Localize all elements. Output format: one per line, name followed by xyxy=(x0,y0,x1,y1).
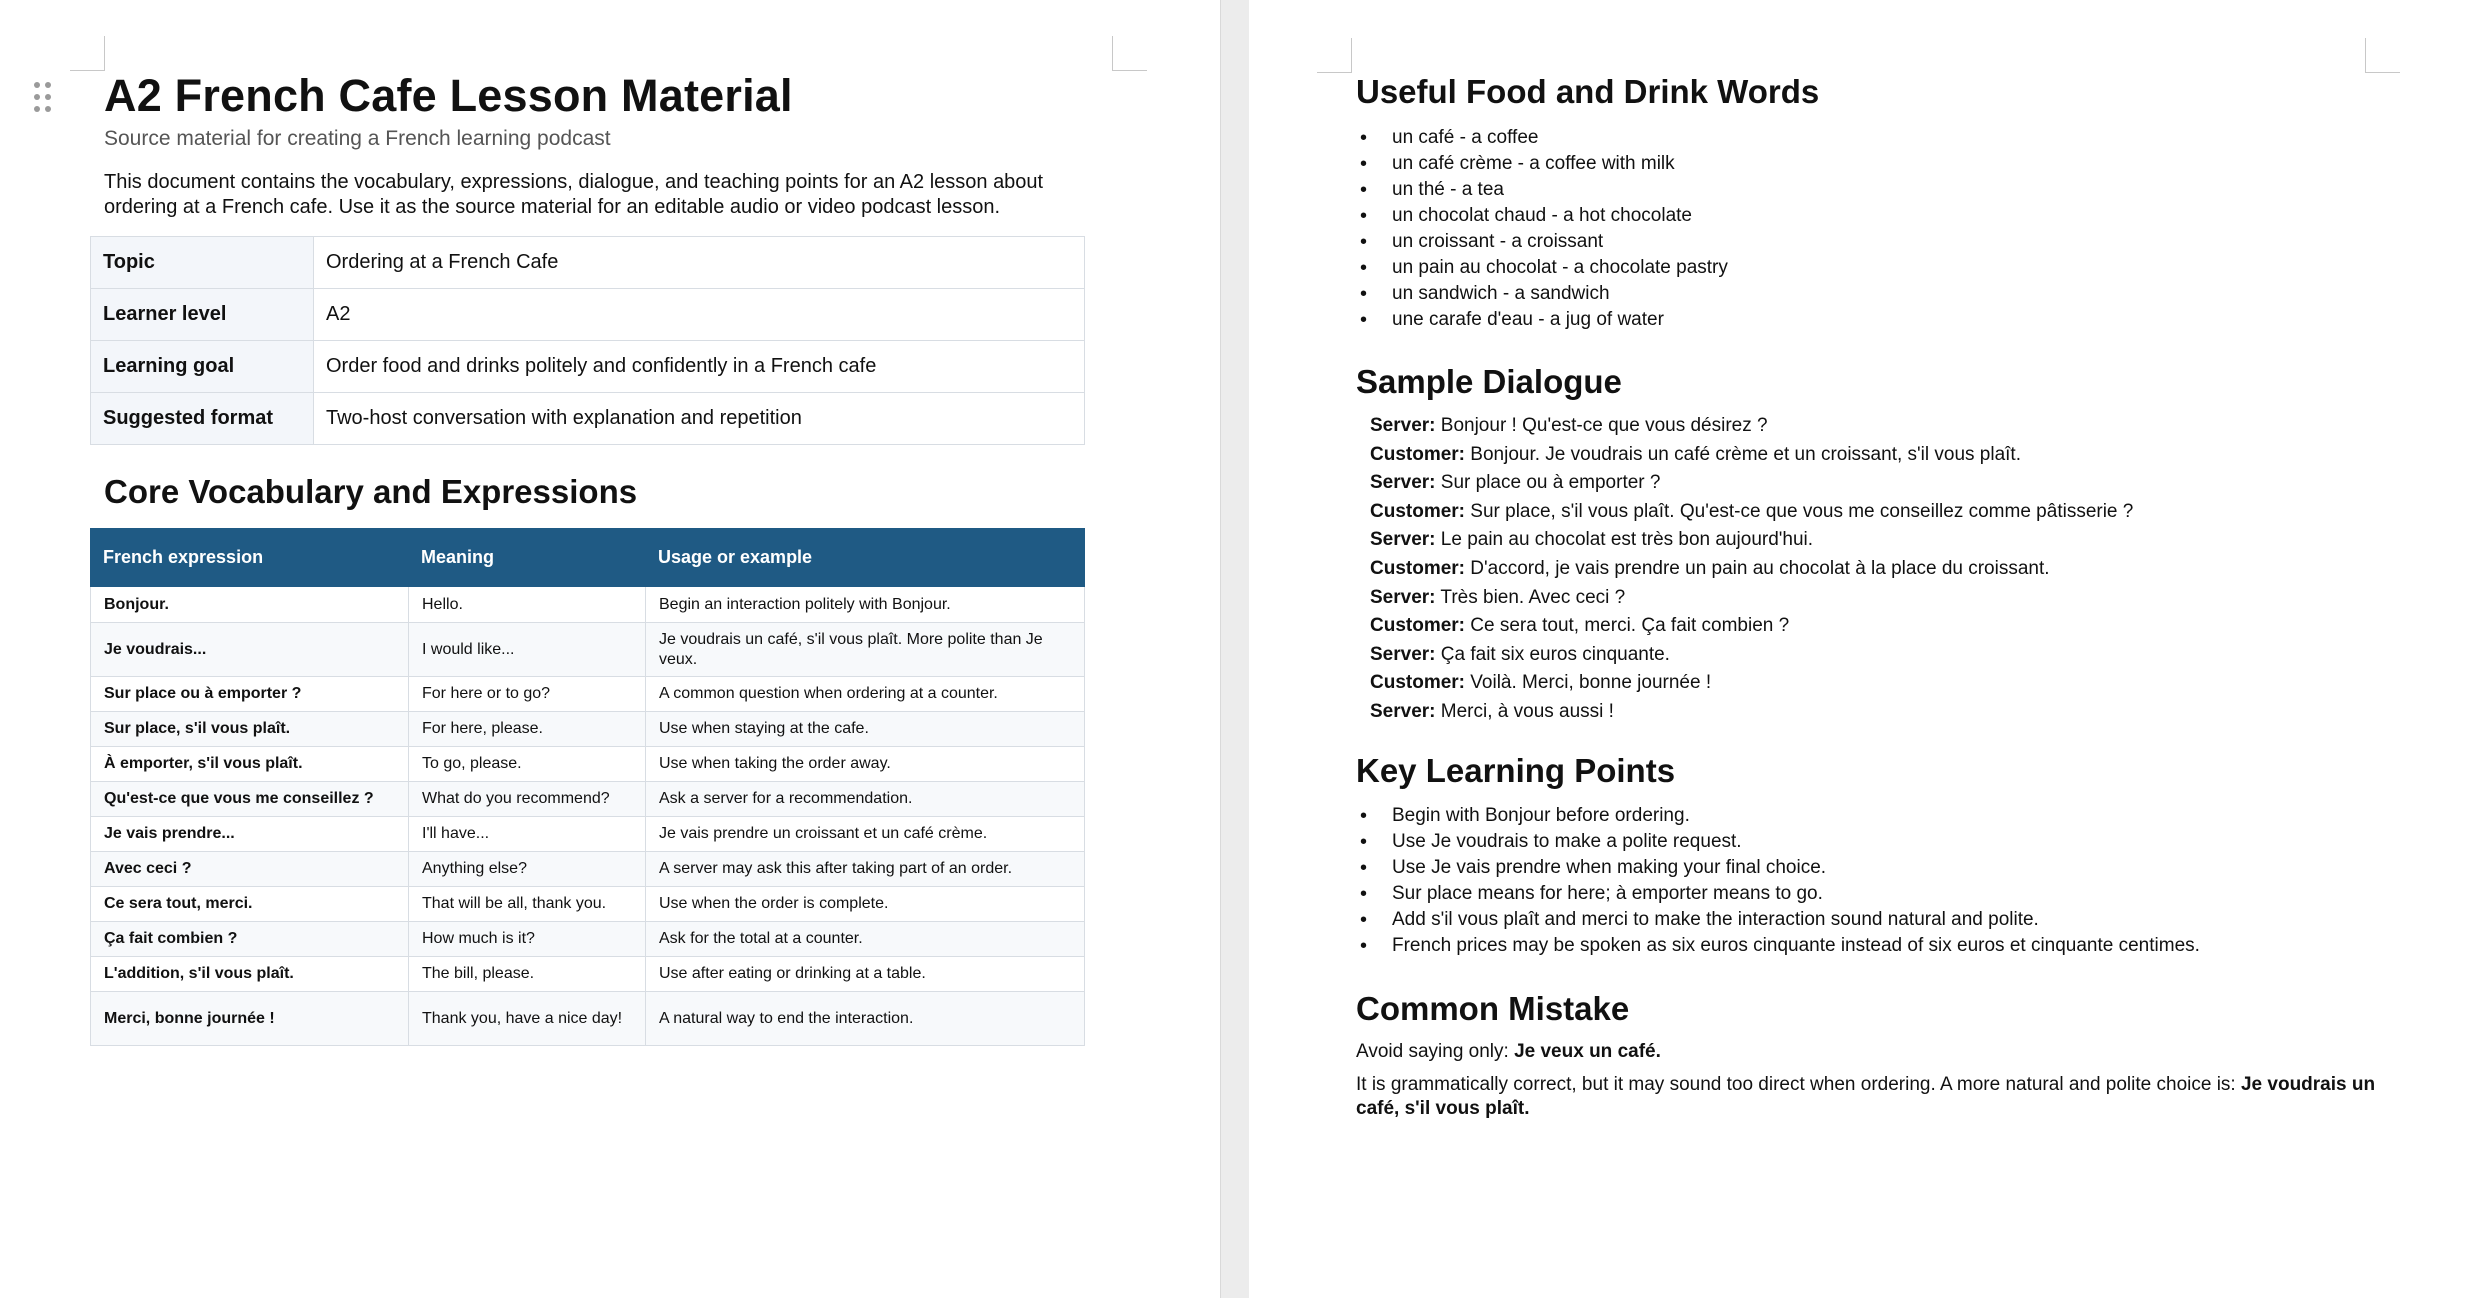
meaning: That will be all, thank you. xyxy=(409,887,646,922)
meaning: Hello. xyxy=(409,587,646,623)
table-row xyxy=(91,587,1085,623)
utterance: Le pain au chocolat est très bon aujourd'hui. xyxy=(1435,529,1814,551)
list-item: • un pain au chocolat - a chocolate pastry xyxy=(1356,255,1728,281)
list-item: • Begin with Bonjour before ordering. xyxy=(1356,803,2200,829)
list-item: • Add s'il vous plaît and merci to make the interaction sound natural and polite. xyxy=(1356,907,2200,933)
dialogue-line xyxy=(1370,441,2133,470)
speaker: Server: xyxy=(1370,643,1436,665)
food-word-list xyxy=(1356,125,1728,333)
summary-key: Learning goal xyxy=(91,341,314,393)
utterance: Très bien. Avec ceci ? xyxy=(1435,586,1626,608)
drag-handle-icon[interactable] xyxy=(32,80,54,114)
summary-key: Learner level xyxy=(91,289,314,341)
meaning: Anything else? xyxy=(409,852,646,887)
table-row xyxy=(91,393,1085,445)
table-row xyxy=(91,852,1085,887)
summary-value: A2 xyxy=(314,289,1085,341)
meaning: Thank you, have a nice day! xyxy=(409,992,646,1046)
mistake-avoid-text xyxy=(1356,1040,2376,1064)
meaning: For here, please. xyxy=(409,712,646,747)
french-expression: Je vais prendre... xyxy=(91,817,409,852)
speaker: Customer: xyxy=(1370,672,1466,694)
meaning: What do you recommend? xyxy=(409,782,646,817)
table-row xyxy=(91,887,1085,922)
meaning: To go, please. xyxy=(409,747,646,782)
french-expression: Bonjour. xyxy=(91,587,409,623)
lesson-summary-table xyxy=(90,236,1085,445)
usage: Je voudrais un café, s'il vous plaît. More polite than Je veux. xyxy=(646,623,1085,677)
utterance: Ça fait six euros cinquante. xyxy=(1435,643,1670,665)
meaning: For here or to go? xyxy=(409,677,646,712)
usage: Ask a server for a recommendation. xyxy=(646,782,1085,817)
table-row xyxy=(91,922,1085,957)
speaker: Customer: xyxy=(1370,557,1466,579)
meaning: The bill, please. xyxy=(409,957,646,992)
utterance: Bonjour. Je voudrais un café crème et un croissant, s'il vous plaît. xyxy=(1465,443,2021,465)
usage: Je vais prendre un croissant et un café crème. xyxy=(646,817,1085,852)
list-item: • French prices may be spoken as six euros cinquante instead of six euros et cinquante centimes. xyxy=(1356,933,2200,959)
vocabulary-table xyxy=(90,528,1085,1046)
meaning: How much is it? xyxy=(409,922,646,957)
french-expression: L'addition, s'il vous plaît. xyxy=(91,957,409,992)
vocab-heading: Core Vocabulary and Expressions xyxy=(104,473,638,510)
french-expression: Qu'est-ce que vous me conseillez ? xyxy=(91,782,409,817)
table-row xyxy=(91,712,1085,747)
list-item: • une carafe d'eau - a jug of water xyxy=(1356,307,1728,333)
french-expression: Sur place ou à emporter ? xyxy=(91,677,409,712)
speaker: Customer: xyxy=(1370,443,1466,465)
summary-value: Two-host conversation with explanation and repetition xyxy=(314,393,1085,445)
table-row xyxy=(91,957,1085,992)
speaker: Server: xyxy=(1370,529,1436,551)
usage: A common question when ordering at a counter. xyxy=(646,677,1085,712)
column-header-meaning: Meaning xyxy=(409,529,646,587)
dialogue-line xyxy=(1370,641,2133,670)
meaning: I would like... xyxy=(409,623,646,677)
utterance: Sur place, s'il vous plaît. Qu'est-ce que vous me conseillez comme pâtisserie ? xyxy=(1465,500,2134,522)
usage: A natural way to end the interaction. xyxy=(646,992,1085,1046)
french-expression: À emporter, s'il vous plaît. xyxy=(91,747,409,782)
mistake-explanation xyxy=(1356,1073,2376,1121)
avoid-phrase: Je veux un café. xyxy=(1514,1041,1661,1062)
table-row xyxy=(91,747,1085,782)
speaker: Server: xyxy=(1370,586,1436,608)
dialogue-line xyxy=(1370,526,2133,555)
intro-paragraph: This document contains the vocabulary, expressions, dialogue, and teaching points for an A2 lesson about ordering at a French cafe. Use it as the source material for an editable audio or video podcast lesson. xyxy=(104,171,1044,218)
list-item: • un café crème - a coffee with milk xyxy=(1356,151,1728,177)
column-header-usage: Usage or example xyxy=(646,529,1085,587)
better-phrase: Je voudrais un café, s'il vous plaît. xyxy=(1356,1074,2376,1119)
utterance: D'accord, je vais prendre un pain au chocolat à la place du croissant. xyxy=(1465,557,2050,579)
speaker: Customer: xyxy=(1370,500,1466,522)
summary-key: Suggested format xyxy=(91,393,314,445)
page-gutter xyxy=(1220,0,1251,1298)
french-expression: Ce sera tout, merci. xyxy=(91,887,409,922)
table-row xyxy=(91,341,1085,393)
usage: Use after eating or drinking at a table. xyxy=(646,957,1085,992)
utterance: Bonjour ! Qu'est-ce que vous désirez ? xyxy=(1435,415,1768,436)
page-corner-mark xyxy=(70,36,105,71)
document-title: A2 French Cafe Lesson Material xyxy=(104,70,793,121)
speaker: Server: xyxy=(1370,472,1436,494)
dialogue-line xyxy=(1370,412,2133,441)
explanation-text: It is grammatically correct, but it may sound too direct when ordering. A more natural and polite choice is: xyxy=(1356,1074,2241,1095)
list-item: • Use Je vais prendre when making your final choice. xyxy=(1356,855,2200,881)
utterance: Sur place ou à emporter ? xyxy=(1435,472,1661,494)
list-item: • Sur place means for here; à emporter means to go. xyxy=(1356,881,2200,907)
dialogue-line xyxy=(1370,698,2133,727)
speaker: Server: xyxy=(1370,700,1436,722)
usage: Use when staying at the cafe. xyxy=(646,712,1085,747)
table-row xyxy=(91,992,1085,1046)
list-item: • un thé - a tea xyxy=(1356,177,1728,203)
list-item: • un croissant - a croissant xyxy=(1356,229,1728,255)
usage: A server may ask this after taking part of an order. xyxy=(646,852,1085,887)
french-expression: Ça fait combien ? xyxy=(91,922,409,957)
document-subtitle: Source material for creating a French learning podcast xyxy=(104,127,611,150)
food-heading: Useful Food and Drink Words xyxy=(1356,73,1820,110)
dialogue-line xyxy=(1370,669,2133,698)
column-header-french: French expression xyxy=(91,529,409,587)
table-row xyxy=(91,677,1085,712)
utterance: Ce sera tout, merci. Ça fait combien ? xyxy=(1465,615,1790,637)
mistake-heading: Common Mistake xyxy=(1356,990,1630,1027)
speaker: Server: xyxy=(1370,415,1436,436)
learning-points-list xyxy=(1356,803,2200,959)
table-row xyxy=(91,782,1085,817)
usage: Use when taking the order away. xyxy=(646,747,1085,782)
points-heading: Key Learning Points xyxy=(1356,752,1676,789)
meaning: I'll have... xyxy=(409,817,646,852)
dialogue-line xyxy=(1370,469,2133,498)
table-row xyxy=(91,623,1085,677)
french-expression: Merci, bonne journée ! xyxy=(91,992,409,1046)
avoid-prefix: Avoid saying only: xyxy=(1356,1041,1515,1062)
dialogue-heading: Sample Dialogue xyxy=(1356,363,1622,400)
list-item: • Use Je voudrais to make a polite request. xyxy=(1356,829,2200,855)
table-row xyxy=(91,289,1085,341)
summary-value: Order food and drinks politely and confidently in a French cafe xyxy=(314,341,1085,393)
table-header-row xyxy=(91,529,1085,587)
document-page-left[interactable] xyxy=(0,0,1220,1298)
speaker: Customer: xyxy=(1370,615,1466,637)
table-row xyxy=(91,817,1085,852)
sample-dialogue xyxy=(1370,412,2133,727)
usage: Ask for the total at a counter. xyxy=(646,922,1085,957)
list-item: • un sandwich - a sandwich xyxy=(1356,281,1728,307)
utterance: Voilà. Merci, bonne journée ! xyxy=(1465,672,1712,694)
table-row xyxy=(91,237,1085,289)
summary-key: Topic xyxy=(91,237,314,289)
list-item: • un chocolat chaud - a hot chocolate xyxy=(1356,203,1728,229)
dialogue-line xyxy=(1370,584,2133,613)
french-expression: Avec ceci ? xyxy=(91,852,409,887)
list-item: • un café - a coffee xyxy=(1356,125,1728,151)
utterance: Merci, à vous aussi ! xyxy=(1435,700,1614,722)
page-corner-mark xyxy=(1112,36,1147,71)
dialogue-line xyxy=(1370,498,2133,527)
page-corner-mark xyxy=(1317,38,1352,73)
dialogue-line xyxy=(1370,612,2133,641)
page-corner-mark xyxy=(2365,38,2400,73)
usage: Use when the order is complete. xyxy=(646,887,1085,922)
summary-value: Ordering at a French Cafe xyxy=(314,237,1085,289)
usage: Begin an interaction politely with Bonjour. xyxy=(646,587,1085,623)
french-expression: Je voudrais... xyxy=(91,623,409,677)
dialogue-line xyxy=(1370,555,2133,584)
french-expression: Sur place, s'il vous plaît. xyxy=(91,712,409,747)
